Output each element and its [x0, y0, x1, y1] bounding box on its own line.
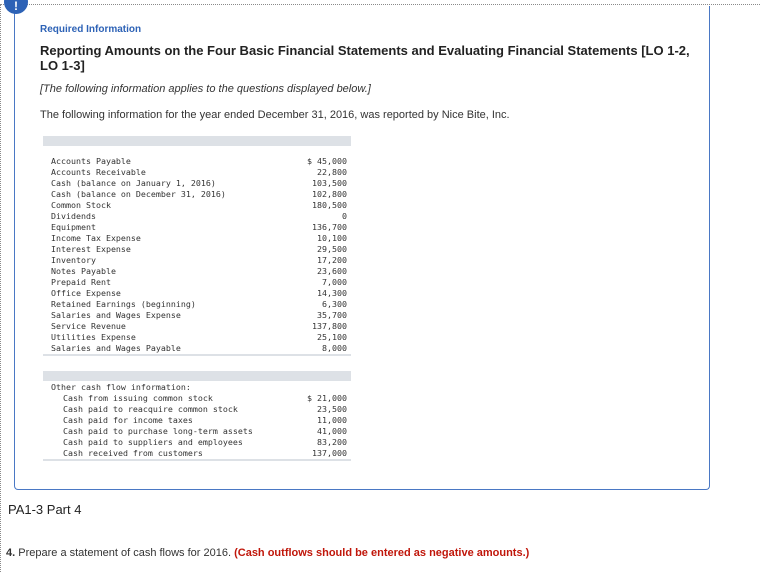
table-row [43, 404, 351, 415]
applies-note: [The following information applies to the questions displayed below.] [40, 83, 371, 95]
row-label: Prepaid Rent [51, 277, 111, 287]
row-label: Service Revenue [51, 321, 126, 331]
row-label: Notes Payable [51, 266, 116, 276]
problem-title: Reporting Amounts on the Four Basic Financial Statements and Evaluating Financial Statements [LO 1-2, LO 1-3] [40, 43, 690, 73]
alert-icon: ! [4, 0, 28, 14]
table-row [43, 310, 351, 321]
table-row [43, 244, 351, 255]
row-value: 6,300 [322, 299, 347, 309]
question-4 [6, 547, 529, 559]
row-label: Cash (balance on December 31, 2016) [51, 189, 226, 199]
row-label: Accounts Payable [51, 156, 131, 166]
row-value: 22,800 [317, 167, 347, 177]
row-label: Cash paid to purchase long-term assets [63, 426, 253, 436]
row-value: 7,000 [322, 277, 347, 287]
table-row [43, 178, 351, 189]
intro-text: The following information for the year ended December 31, 2016, was reported by Nice Bite, Inc. [40, 109, 510, 121]
required-information-label: Required Information [40, 24, 142, 35]
row-label: Salaries and Wages Expense [51, 310, 181, 320]
row-label: Office Expense [51, 288, 121, 298]
cash-flow-heading: Other cash flow information: [51, 382, 191, 392]
row-label: Equipment [51, 222, 96, 232]
row-label: Dividends [51, 211, 96, 221]
row-label: Cash from issuing common stock [63, 393, 213, 403]
row-value: 29,500 [317, 244, 347, 254]
row-value: 136,700 [312, 222, 347, 232]
row-value: 10,100 [317, 233, 347, 243]
row-value: 35,700 [317, 310, 347, 320]
row-label: Cash paid to reacquire common stock [63, 404, 238, 414]
row-label: Retained Earnings (beginning) [51, 299, 196, 309]
row-label: Salaries and Wages Payable [51, 343, 181, 353]
row-label: Cash paid to suppliers and employees [63, 437, 243, 447]
row-value: 23,600 [317, 266, 347, 276]
row-value: 25,100 [317, 332, 347, 342]
row-label: Interest Expense [51, 244, 131, 254]
row-label: Utilities Expense [51, 332, 136, 342]
row-label: Inventory [51, 255, 96, 265]
row-value: 14,300 [317, 288, 347, 298]
row-label: Accounts Receivable [51, 167, 146, 177]
row-value: 8,000 [322, 343, 347, 353]
table-row [43, 233, 351, 244]
row-value: 137,800 [312, 321, 347, 331]
row-label: Common Stock [51, 200, 111, 210]
table-row [43, 299, 351, 310]
section-title: PA1-3 Part 4 [8, 502, 82, 517]
row-value: 0 [342, 211, 347, 221]
table-row [43, 437, 351, 448]
row-value: 102,800 [312, 189, 347, 199]
left-dotted-border [0, 4, 1, 572]
table-row [43, 343, 351, 354]
table-row [43, 200, 351, 211]
row-label: Income Tax Expense [51, 233, 141, 243]
table-row [43, 277, 351, 288]
table-row [43, 426, 351, 437]
table-row [43, 222, 351, 233]
table-row [43, 189, 351, 200]
row-value: 180,500 [312, 200, 347, 210]
table-row [43, 156, 351, 167]
table-row [43, 448, 351, 459]
row-value: 11,000 [317, 415, 347, 425]
table-row [43, 415, 351, 426]
row-label: Cash paid for income taxes [63, 415, 193, 425]
table-row [43, 211, 351, 222]
row-value: 41,000 [317, 426, 347, 436]
question-text: Prepare a statement of cash flows for 2016. [18, 547, 232, 559]
accounts-table [43, 136, 351, 356]
table-row [43, 321, 351, 332]
table-row [43, 332, 351, 343]
table-row [43, 255, 351, 266]
cash-flow-heading-row [43, 382, 351, 393]
row-value: $ 21,000 [307, 393, 347, 403]
row-value: $ 45,000 [307, 156, 347, 166]
table-row [43, 393, 351, 404]
row-label: Cash (balance on January 1, 2016) [51, 178, 216, 188]
table-row [43, 167, 351, 178]
cash-flow-table [43, 371, 351, 461]
row-label: Cash received from customers [63, 448, 203, 458]
top-dotted-border [0, 4, 760, 5]
table-row [43, 266, 351, 277]
table-row [43, 288, 351, 299]
row-value: 23,500 [317, 404, 347, 414]
row-value: 17,200 [317, 255, 347, 265]
row-value: 137,000 [312, 448, 347, 458]
question-number: 4. [6, 547, 16, 559]
row-value: 103,500 [312, 178, 347, 188]
question-instruction: (Cash outflows should be entered as negative amounts.) [234, 547, 530, 559]
row-value: 83,200 [317, 437, 347, 447]
